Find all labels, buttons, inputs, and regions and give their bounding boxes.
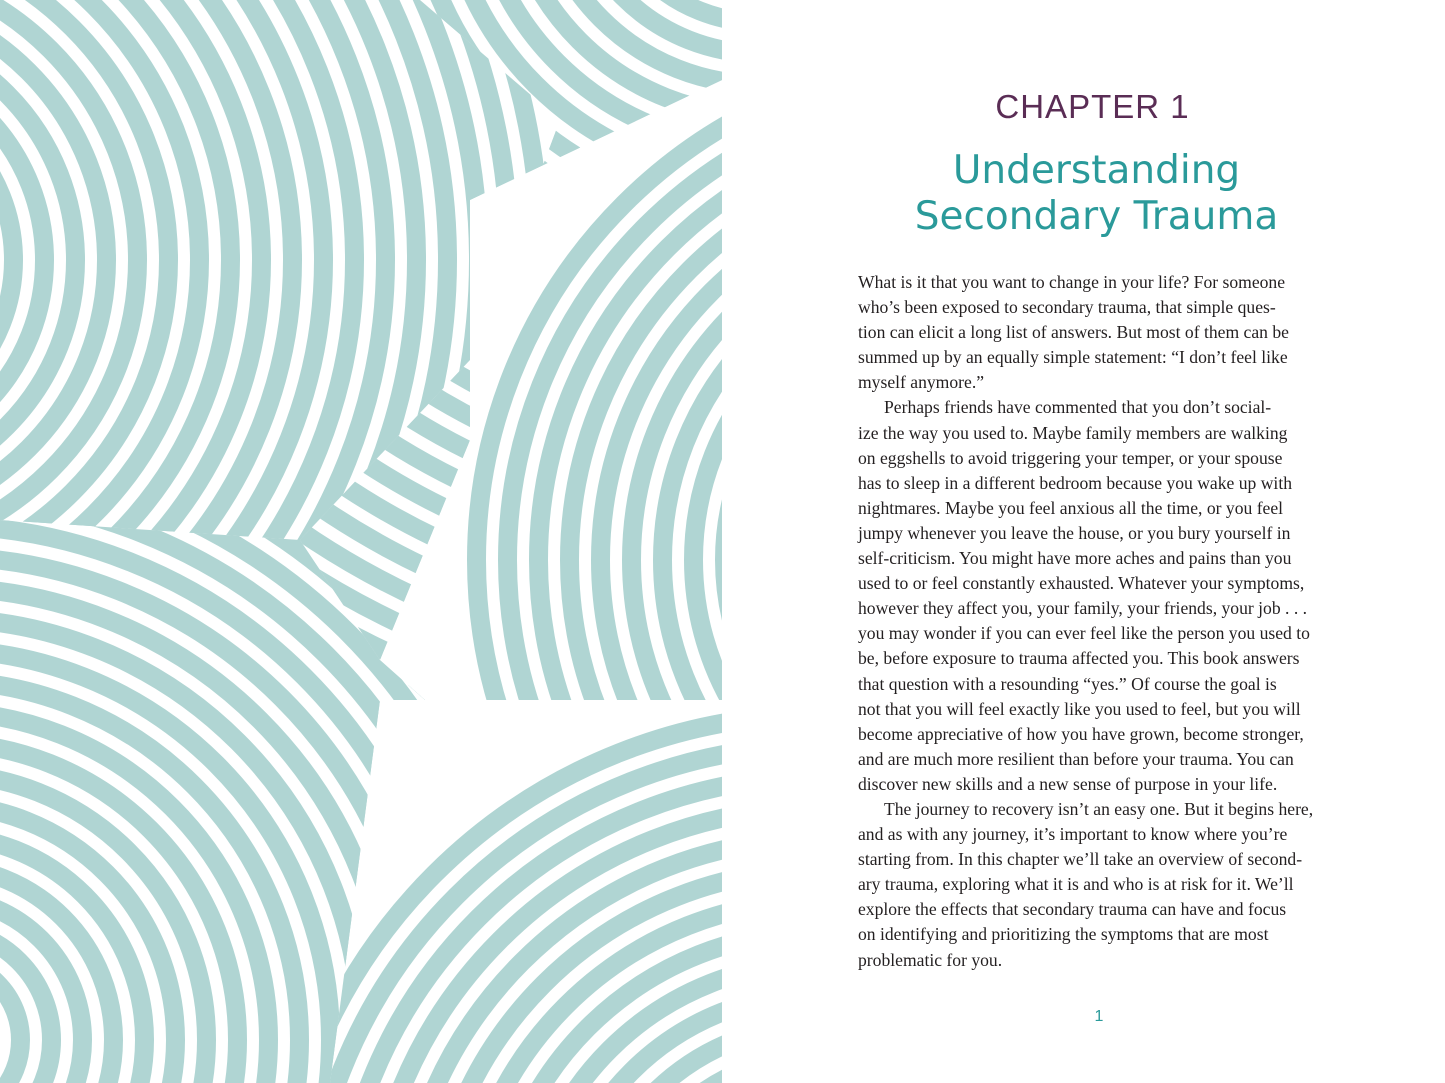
chapter-title-line-2: Secondary Trauma xyxy=(914,194,1279,239)
body-line: summed up by an equally simple statement: “I don’t feel like xyxy=(858,347,1288,368)
body-line: tion can elicit a long list of answers. But most of them can be xyxy=(858,322,1289,343)
page-number: 1 xyxy=(1094,1008,1104,1025)
body-line: problematic for you. xyxy=(858,949,1003,970)
text-page xyxy=(722,0,1445,1083)
body-line: explore the effects that secondary trauma can have and focus xyxy=(858,899,1287,920)
body-line: has to sleep in a different bedroom because you wake up with xyxy=(858,472,1293,493)
body-line: you may wonder if you can ever feel like the person you used to xyxy=(858,623,1310,644)
body-line: become appreciative of how you have grown, become stronger, xyxy=(858,723,1304,744)
body-line: and are much more resilient than before your trauma. You can xyxy=(858,748,1294,769)
body-line: discover new skills and a new sense of purpose in your life. xyxy=(858,773,1278,794)
chapter-title-line-1: Understanding xyxy=(952,148,1241,193)
body-line: on identifying and prioritizing the symptoms that are most xyxy=(858,924,1269,945)
curved-stripe-pattern xyxy=(0,0,722,1083)
body-line: that question with a resounding “yes.” Of course the goal is xyxy=(858,673,1277,694)
body-line: on eggshells to avoid triggering your temper, or your spouse xyxy=(858,447,1283,468)
body-line: used to or feel constantly exhausted. Whatever your symptoms, xyxy=(858,573,1305,594)
body-line: nightmares. Maybe you feel anxious all the time, or you feel xyxy=(858,497,1284,518)
body-line: jumpy whenever you leave the house, or you bury yourself in xyxy=(858,522,1291,543)
body-line: self-criticism. You might have more aches and pains than you xyxy=(858,548,1292,569)
body-line: however they affect you, your family, your friends, your job . . . xyxy=(858,598,1308,619)
body-line: be, before exposure to trauma affected you. This book answers xyxy=(858,648,1300,669)
body-line: ize the way you used to. Maybe family members are walking xyxy=(858,422,1288,443)
body-text xyxy=(858,270,1418,973)
body-line: ary trauma, exploring what it is and who is at risk for it. We’ll xyxy=(858,874,1294,895)
decorative-pattern-page xyxy=(0,0,722,1083)
body-line: not that you will feel exactly like you used to feel, but you will xyxy=(858,698,1301,719)
body-line: What is it that you want to change in your life? For someone xyxy=(858,272,1286,292)
body-line: and as with any journey, it’s important to know where you’re xyxy=(858,824,1288,845)
body-line: myself anymore.” xyxy=(858,372,985,393)
body-line: The journey to recovery isn’t an easy one. But it begins here, xyxy=(884,798,1314,819)
body-line: who’s been exposed to secondary trauma, that simple ques- xyxy=(858,297,1276,318)
body-line: starting from. In this chapter we’ll take an overview of second- xyxy=(858,849,1303,870)
body-line: Perhaps friends have commented that you don’t social- xyxy=(884,397,1272,418)
chapter-label: CHAPTER 1 xyxy=(995,88,1190,125)
chapter-title xyxy=(719,148,1445,240)
